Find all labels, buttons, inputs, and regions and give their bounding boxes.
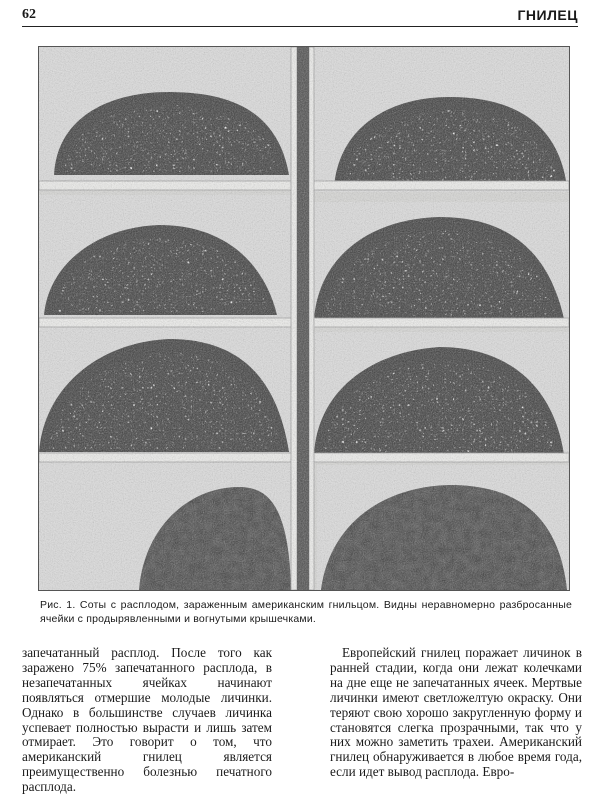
page-number: 62 [22,7,36,22]
page-header [22,4,578,26]
right-column [330,646,582,780]
header-rule [22,26,578,27]
left-column [22,646,272,795]
running-head: ГНИЛЕЦ [517,7,578,23]
figure-caption: Рис. 1. Соты с расплодом, зараженным американским гнильцом. Видны неравномерно разбросанные ячейки с продырявленными и вогнутыми крышечками. [40,599,572,625]
right-paragraph: Европейский гнилец поражает личинок в ранней стадии, когда они лежат колечками на дне еще не запечатанных ячеек. Мертвые личинки имеют светложелтую окраску. Они теряют свою хорошо закругленную форму и становятся слегка прозрачными, так что у них можно заметить трахеи. Американский гнилец обнаруживается в любое время года, если идет вывод расплода. Евро- [330,645,582,780]
honeycomb-photo [38,46,570,591]
left-paragraph: запечатанный расплод. После того как заражено 75% запечатанного расплода, в незапечатанных ячейках начинают появляться отмершие молодые личинки. Однако в большинстве случаев личинка успевает полностью вырасти и лишь затем отмирает. Это говорит о том, что американский гнилец является преимущественно болезнью печатного расплода. [22,645,272,795]
honeycomb-photo-illustration [39,47,569,590]
